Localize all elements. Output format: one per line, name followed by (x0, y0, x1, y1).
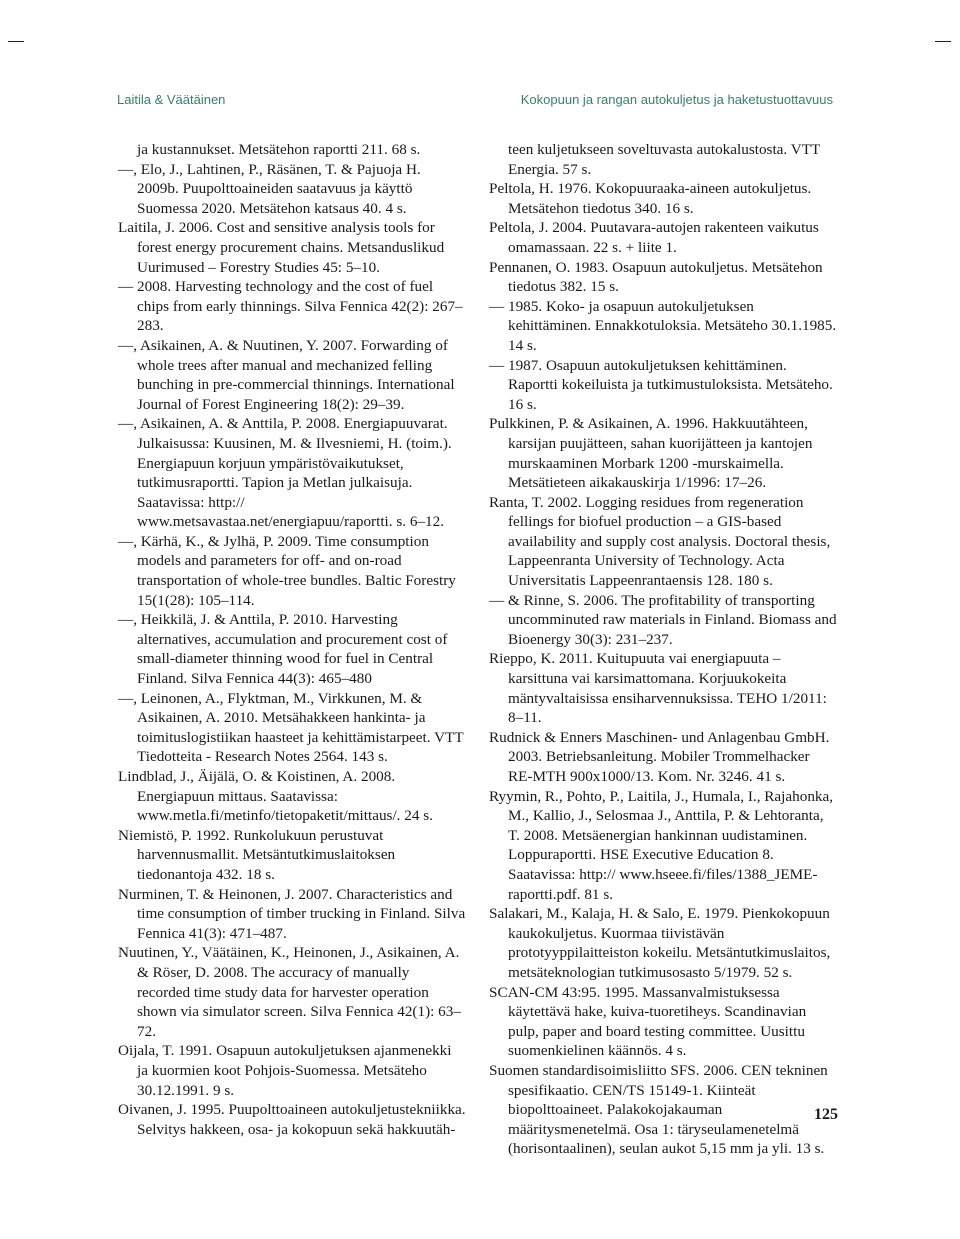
reference-entry: Peltola, H. 1976. Kokopuuraaka-aineen autokuljetus. Metsätehon tiedotus 340. 16 s. (489, 180, 812, 217)
reference-entry: —, Leinonen, A., Flyktman, M., Virkkunen, M. & Asikainen, A. 2010. Metsähakkeen hankinta- ja toimituslogistiikan haasteet ja kehittämistarpeet. VTT Tiedotteita - Research Notes 2564. 143 s. (118, 689, 464, 766)
reference-entry: Nurminen, T. & Heinonen, J. 2007. Characteristics and time consumption of timber trucking in Finland. Silva Fennica 41(3): 471–487. (118, 885, 466, 942)
left-column (118, 140, 466, 1139)
reference-entry: —, Asikainen, A. & Anttila, P. 2008. Energiapuuvarat. Julkaisussa: Kuusinen, M. & Ilvesniemi, H. (toim.). Energiapuun korjuun ympäristövaikutukset, tutkimusraportti. Tapion ja Metlan julkaisuja. Saatavissa: http:// www.metsavastaa.net/energiapuu/raportti. s. 6–12. (118, 415, 452, 531)
reference-entry: — 2008. Harvesting technology and the cost of fuel chips from early thinnings. Silva Fennica 42(2): 267–283. (118, 278, 463, 335)
crop-mark-top-left (8, 34, 24, 50)
reference-entry: ja kustannukset. Metsätehon raportti 211. 68 s. (137, 141, 421, 158)
reference-entry: teen kuljetukseen soveltuvasta autokalustosta. VTT Energia. 57 s. (508, 141, 820, 178)
right-column (489, 140, 837, 1159)
reference-entry: Niemistö, P. 1992. Runkolukuun perustuvat harvennusmallit. Metsäntutkimuslaitoksen tiedonantoja 432. 18 s. (118, 826, 396, 883)
reference-entry: —, Kärhä, K., & Jylhä, P. 2009. Time consumption models and parameters for off- and on-road transportation of whole-tree bundles. Baltic Forestry 15(1(28): 105–114. (118, 532, 456, 609)
header-title: Kokopuun ja rangan autokuljetus ja haketustuottavuus (520, 92, 833, 107)
reference-entry: Ryymin, R., Pohto, P., Laitila, J., Humala, I., Rajahonka, M., Kallio, J., Selosmaa J., Anttila, P. & Lehtoranta, T. 2008. Metsäenergian hankinnan uudistaminen. Loppuraportti. HSE Executive Education 8. Saatavissa: http:// www.hseee.fi/files/1388_JEME-raportti.pdf. 81 s. (489, 787, 834, 903)
reference-entry: — 1987. Osapuun autokuljetuksen kehittäminen. Raportti kokeiluista ja tutkimustuloksista. Metsäteho. 16 s. (489, 356, 833, 413)
reference-entry: Rudnick & Enners Maschinen- und Anlagenbau GmbH. 2003. Betriebsanleitung. Mobiler Trommelhacker RE-MTH 900x1000/13. Kom. Nr. 3246. 41 s. (489, 728, 830, 785)
reference-entry: Lindblad, J., Äijälä, O. & Koistinen, A. 2008. Energiapuun mittaus. Saatavissa: www.metla.fi/metinfo/tietopaketit/mittaus/. 24 s. (118, 768, 433, 825)
header-authors: Laitila & Väätäinen (117, 92, 226, 107)
reference-entry: Pennanen, O. 1983. Osapuun autokuljetus. Metsätehon tiedotus 382. 15 s. (489, 258, 823, 296)
reference-entry: Nuutinen, Y., Väätäinen, K., Heinonen, J., Asikainen, A. & Röser, D. 2008. The accuracy of manually recorded time study data for harvester operation shown via simulator screen. Silva Fennica 42(1): 63–72. (118, 944, 461, 1040)
reference-entry: Suomen standardisoimisliitto SFS. 2006. CEN tekninen spesifikaatio. CEN/TS 15149-1. Kiinteät biopolttoaineet. Palakokojakauman määritysmenetelmä. Osa 1: täryseulamenetelmä (horisontaalinen), seulan aukot 5,15 mm ja yli. 13 s. (489, 1061, 828, 1158)
reference-entry: Peltola, J. 2004. Puutavara-autojen rakenteen vaikutus omamassaan. 22 s. + liite 1. (489, 219, 819, 256)
reference-entry: — 1985. Koko- ja osapuun autokuljetuksen kehittäminen. Ennakkotuloksia. Metsäteho 30.1.1985. 14 s. (489, 297, 837, 354)
reference-entry: Oivanen, J. 1995. Puupolttoaineen autokuljetustekniikka. Selvitys hakkeen, osa- ja kokopuun sekä hakkuutäh- (118, 1101, 466, 1138)
reference-entry: —, Heikkilä, J. & Anttila, P. 2010. Harvesting alternatives, accumulation and procurement cost of small-diameter thinning wood for fuel in Central Finland. Silva Fennica 44(3): 465–480 (118, 611, 448, 688)
reference-entry: Oijala, T. 1991. Osapuun autokuljetuksen ajanmenekki ja kuormien koot Pohjois-Suomessa. Metsäteho 30.12.1991. 9 s. (118, 1042, 452, 1099)
reference-entry: Salakari, M., Kalaja, H. & Salo, E. 1979. Pienkokopuun kaukokuljetus. Kuormaa tiivistävän prototyyppilaitteiston kokeilu. Metsäntutkimuslaitos, metsäteknologian tutkimusosasto 5/1979. 52 s. (489, 905, 831, 981)
reference-entry: —, Asikainen, A. & Nuutinen, Y. 2007. Forwarding of whole trees after manual and mechanized felling bunching in pre-commercial thinnings. International Journal of Forest Engineering 18(2): 29–39. (118, 336, 455, 413)
reference-entry: —, Elo, J., Lahtinen, P., Räsänen, T. & Pajuoja H. 2009b. Puupolttoaineiden saatavuus ja käyttö Suomessa 2020. Metsätehon katsaus 40. 4 s. (118, 160, 421, 217)
reference-entry: Ranta, T. 2002. Logging residues from regeneration fellings for biofuel production – a GIS-based availability and supply cost analysis. Doctoral thesis, Lappeenranta University of Technology. Acta Universitatis Lappeenrantaensis 128. 180 s. (489, 493, 831, 590)
reference-entry: Laitila, J. 2006. Cost and sensitive analysis tools for forest energy procurement chains. Metsanduslikud Uurimused – Forestry Studies 45: 5–10. (118, 219, 445, 276)
reference-entry: SCAN-CM 43:95. 1995. Massanvalmistuksessa käytettävä hake, kuiva-tuoretiheys. Scandinavian pulp, paper and board testing committee. Uusittu suomenkielinen käännös. 4 s. (489, 983, 807, 1060)
reference-entry: Pulkkinen, P. & Asikainen, A. 1996. Hakkuutähteen, karsijan puujätteen, sahan kuorijätteen ja kantojen murskaaminen Morbark 1200 -murskaimella. Metsätieteen aikakauskirja 1/1996: 17–26. (489, 415, 813, 492)
page-number: 125 (814, 1106, 838, 1123)
reference-entry: Rieppo, K. 2011. Kuitupuuta vai energiapuuta – karsittuna vai karsimattomana. Korjuukokeita mäntyvaltaisissa ensiharvennuksissa. TEHO 1/2011: 8–11. (489, 650, 827, 727)
reference-entry: — & Rinne, S. 2006. The profitability of transporting uncomminuted raw materials in Finland. Biomass and Bioenergy 30(3): 231–237. (489, 591, 837, 648)
running-header (117, 92, 833, 110)
crop-mark-top-right (935, 34, 951, 50)
